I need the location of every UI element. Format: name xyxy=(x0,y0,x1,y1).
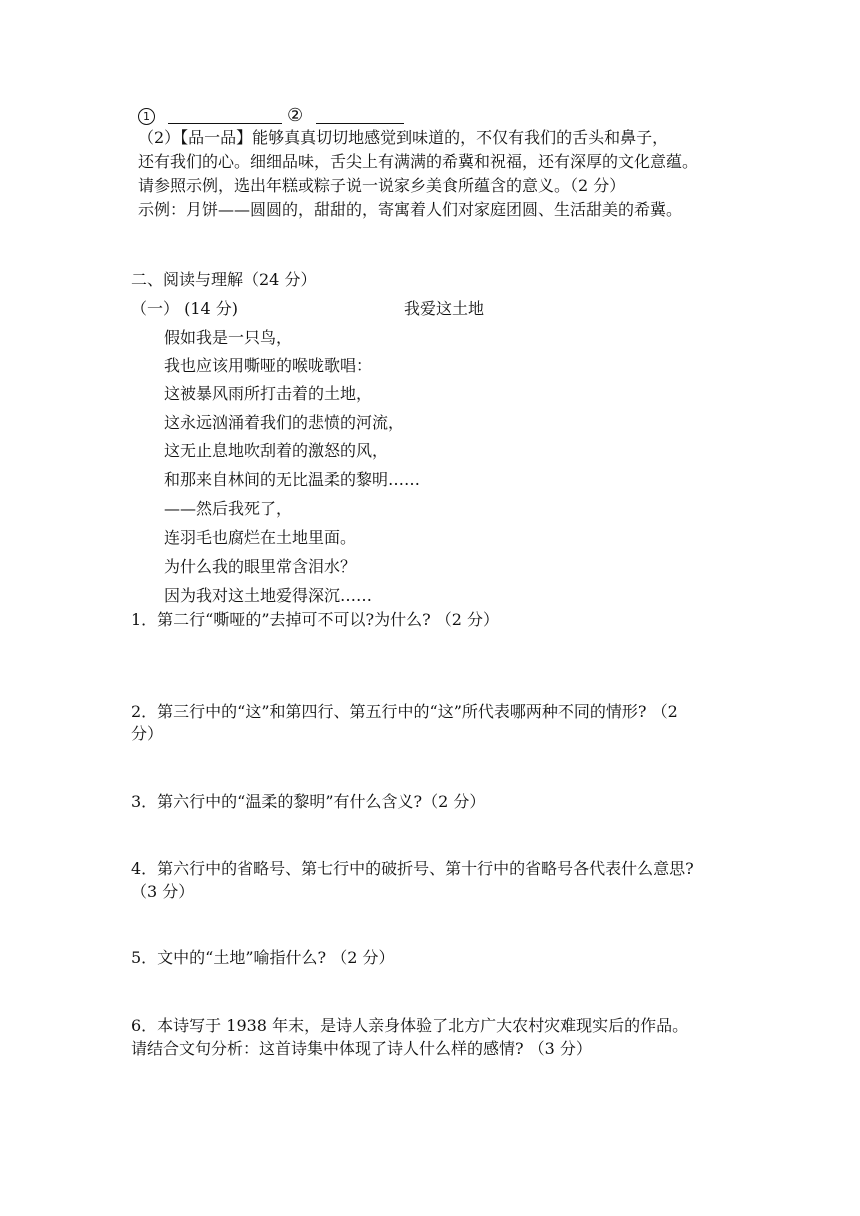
blank-marker-2 xyxy=(287,105,303,126)
poem-line: 这永远汹涌着我们的悲愤的河流， xyxy=(164,413,405,432)
poem-line: 连羽毛也腐烂在土地里面。 xyxy=(164,528,357,547)
question-2-example xyxy=(138,200,682,220)
poem-line: 为什么我的眼里常含泪水？ xyxy=(164,557,357,576)
example-text: 示例：月饼——圆圆的，甜甜的，寄寓着人们对家庭团圆、生活甜美的希冀。 xyxy=(138,200,683,219)
answer-blank-1[interactable] xyxy=(168,123,282,124)
question-4-cont: （3 分） xyxy=(131,882,195,901)
circled-number-1: 1 xyxy=(138,108,155,125)
answer-blank-2[interactable] xyxy=(316,123,404,124)
poem-title: 我爱这土地 xyxy=(404,299,485,318)
question-6: 6．本诗写于 1938 年末，是诗人亲身体验了北方广大农村灾难现实后的作品。 xyxy=(131,1016,689,1035)
poem-line: 因为我对这土地爱得深沉…… xyxy=(164,586,373,605)
poem-line: 这无止息地吹刮着的激怒的风， xyxy=(164,441,389,460)
section-heading: 二、阅读与理解（24 分） xyxy=(131,270,317,289)
circled-number-2: ② xyxy=(287,105,304,126)
question-2-line-1 xyxy=(138,128,668,148)
poem-line: 和那来自林间的无比温柔的黎明…… xyxy=(164,470,421,489)
question-1: 1．第二行“嘶哑的”去掉可不可以?为什么? （2 分） xyxy=(131,610,500,629)
question-5: 5．文中的“土地”喻指什么? （2 分） xyxy=(131,948,395,967)
question-2-text-2: 还有我们的心。细细品味，舌尖上有满满的希冀和祝福，还有深厚的文化意蕴。 xyxy=(138,152,699,171)
poem-line: 假如我是一只鸟， xyxy=(164,328,293,347)
blank-marker-1 xyxy=(138,106,155,126)
question-4: 4．第六行中的省略号、第七行中的破折号、第十行中的省略号各代表什么意思? xyxy=(131,859,694,878)
question-2-line-2 xyxy=(138,152,698,172)
question-3: 3．第六行中的“温柔的黎明”有什么含义?（2 分） xyxy=(131,792,486,811)
question-2-line-3 xyxy=(138,176,625,196)
question-2: 2．第三行中的“这”和第四行、第五行中的“这”所代表哪两种不同的情形? （2 xyxy=(131,702,678,721)
poem-line: 这被暴风雨所打击着的土地， xyxy=(164,384,373,403)
question-2-text: （2）【品一品】能够真真切切地感觉到味道的，不仅有我们的舌头和鼻子， xyxy=(138,128,669,147)
poem-line: 我也应该用嘶哑的喉咙歌唱： xyxy=(164,356,373,375)
question-2-cont: 分） xyxy=(131,724,164,743)
question-6-cont: 请结合文句分析：这首诗集中体现了诗人什么样的感情? （3 分） xyxy=(131,1039,592,1058)
passage-label: （一） (14 分) xyxy=(131,299,239,318)
question-2-text-3: 请参照示例，选出年糕或粽子说一说家乡美食所蕴含的意义。（2 分） xyxy=(138,176,626,195)
poem-line: ——然后我死了， xyxy=(164,499,293,518)
